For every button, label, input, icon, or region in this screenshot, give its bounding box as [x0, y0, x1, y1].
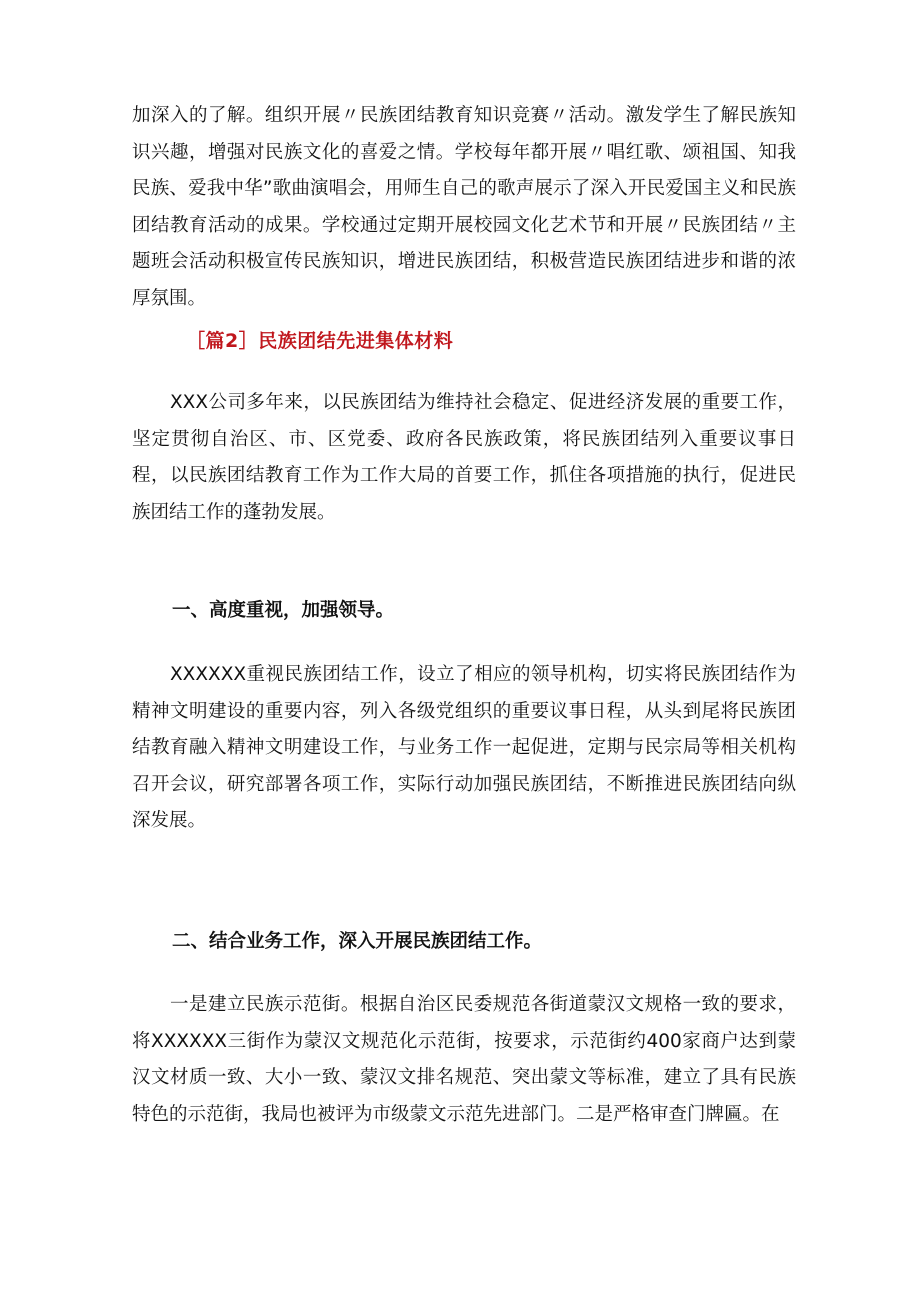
heading-business-work: 二、结合业务工作，深入开展民族团结工作。 — [172, 931, 543, 952]
body-paragraph-intro: 加深入的了解。组织开展〃民族团结教育知识竞赛〃活动。激发学生了解民族知识兴趣，增强对民族文化的喜爱之情。学校每年都开展〃唱红歌、颂祖国、知我民族、爱我中华”歌曲演唱会，用师生自己的歌声展示了深入开民爱国主义和民族团结教育活动的成果。学校通过定期开展校园文化艺术节和开展〃民族团结〃主题班会活动积极宣传民族知识，增进民族团结，积极营造民族团结进步和谐的浓厚氛围。 — [132, 105, 796, 309]
body-paragraph-demonstration-street: 一是建立民族示范街。根据自治区民委规范各街道蒙汉文规格一致的要求，将XXXXXX三街作为蒙汉文规范化示范街，按要求，示范街约400家商户达到蒙汉文材质一致、大小一致、蒙汉文排名规范、突出蒙文等标准，建立了具有民族特色的示范街，我局也被评为市级蒙文示范先进部门。二是严格审查门牌匾。在 — [132, 994, 796, 1125]
body-paragraph-company-overview: XXX公司多年来，以民族团结为维持社会稳定、促进经济发展的重要工作，坚定贯彻自治区、市、区党委、政府各民族政策，将民族团结列入重要议事日程，以民族团结教育工作为工作大局的首要工作，抓住各项措施的执行，促进民族团结工作的蓬勃发展。 — [132, 392, 796, 523]
body-paragraph-leadership: XXXXXX重视民族团结工作，设立了相应的领导机构，切实将民族团结作为精神文明建设的重要内容，列入各级党组织的重要议事日程，从头到尾将民族团结教育融入精神文明建设工作，与业务工作一起促进，定期与民宗局等相关机构召开会议，研究部署各项工作，实际行动加强民族团结，不断推进民族团结向纵深发展。 — [132, 664, 796, 831]
heading-leadership: 一、高度重视，加强领导。 — [172, 600, 395, 621]
section-title: ［篇2］民族团结先进集体材料 — [186, 330, 454, 352]
